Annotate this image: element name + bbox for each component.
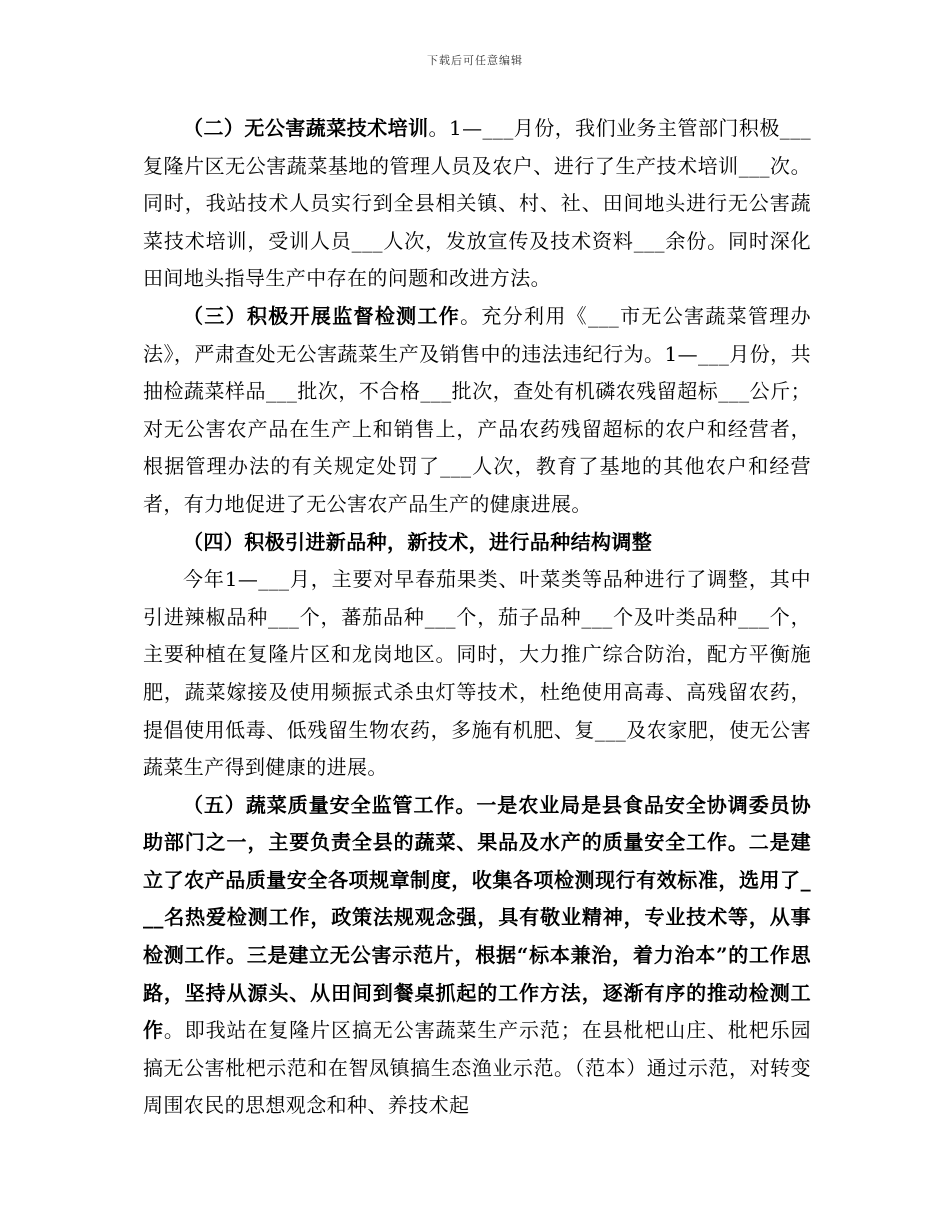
page-header: 下载后可任意编辑 (427, 54, 523, 67)
paragraph-new-varieties-heading (143, 524, 811, 562)
paragraph-new-varieties (143, 561, 811, 787)
document-body (143, 110, 811, 1125)
paragraph-text: 。充分利用《___市无公害蔬菜管理办法》，严肃查处无公害蔬菜生产及销售中的违法违纪行为。1—___月份，共抽检蔬菜样品___批次，不合格___批次，查处有机磷农残留超标___公斤；对无公害农产品在生产上和销售上，产品农药残留超标的农户和经营者，根据管理办法的有关规定处罚了___人次，教育了基地的其他农户和经营者，有力地促进了无公害农产品生产的健康进展。 (143, 303, 812, 516)
paragraph-text: 。即我站在复隆片区搞无公害蔬菜生产示范；在县枇杷山庄、枇杷乐园搞无公害枇杷示范和在智凤镇搞生态渔业示范。（范本）通过示范，对转变周围农民的思想观念和种、养技术起 (143, 1018, 811, 1118)
paragraph-quality-safety (143, 787, 811, 1125)
paragraph-inspection (143, 298, 811, 524)
section-heading: （三）积极开展监督检测工作 (183, 303, 461, 328)
paragraph-training (143, 110, 811, 298)
section-heading: （二）无公害蔬菜技术培训 (183, 116, 429, 140)
paragraph-text: 。1—___月份，我们业务主管部门积极___复隆片区无公害蔬菜基地的管理人员及农户、进行了生产技术培训___次。同时，我站技术人员实行到全县相关镇、村、社、田间地头进行无公害蔬菜技术培训，受训人员___人次，发放宣传及技术资料___余份。同时深化田间地头指导生产中存在的问题和改进方法。 (143, 116, 811, 291)
paragraph-text: 今年1—___月，主要对早春茄果类、叶菜类等品种进行了调整，其中引进辣椒品种___个，蕃茄品种___个，茄子品种___个及叶类品种___个，主要种植在复隆片区和龙岗地区。同时，大力推广综合防治，配方平衡施肥，蔬菜嫁接及使用频振式杀虫灯等技术，杜绝使用高毒、高残留农药，提倡使用低毒、低残留生物农药，多施有机肥、复___及农家肥，使无公害蔬菜生产得到健康的进展。 (143, 567, 811, 780)
section-heading: （四）积极引进新品种，新技术，进行品种结构调整 (183, 529, 653, 554)
section-heading: （五）蔬菜质量安全监管工作。一是农业局是县食品安全协调委员协助部门之一，主要负责全县的蔬菜、果品及水产的质量安全工作。二是建立了农产品质量安全各项规章制度，收集各项检测现行有效标准，选用了___名热爱检测工作，政策法规观念强，具有敬业精神，专业技术等，从事检测工作。三是建立无公害示范片，根据“标本兼治，着力治本”的工作思路，坚持从源头、从田间到餐桌抓起的工作方法，逐渐有序的推动检测工作 (143, 792, 811, 1043)
